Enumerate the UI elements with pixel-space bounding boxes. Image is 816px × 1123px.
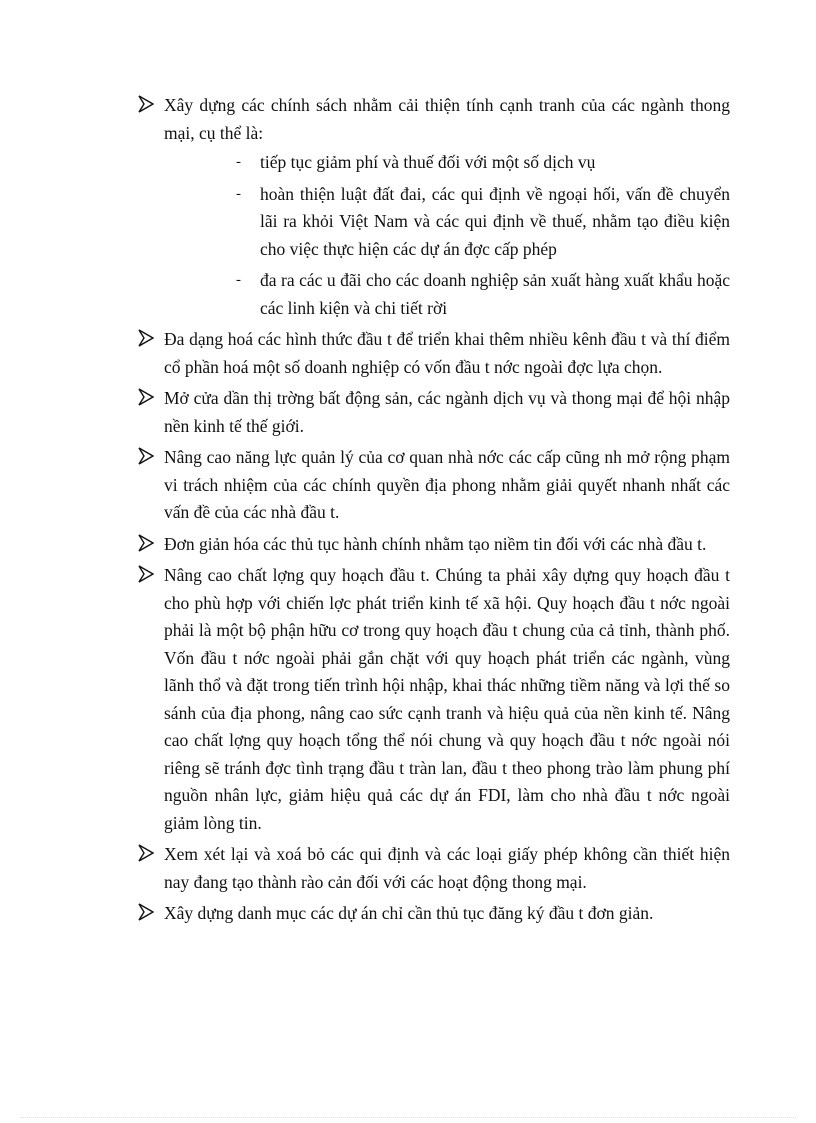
bullet-item <box>138 841 730 896</box>
sub-item <box>164 267 730 322</box>
arrowhead-bullet-icon <box>138 95 154 113</box>
arrowhead-bullet-icon <box>138 388 154 406</box>
bullet-item <box>138 92 730 322</box>
sub-list <box>164 149 730 322</box>
bullet-text: Xem xét lại và xoá bỏ các qui định và các loại giấy phép không cần thiết hiện nay đang tạo thành rào cản đối với các hoạt động thong mại. <box>164 844 730 892</box>
bullet-text: Đa dạng hoá các hình thức đầu t để triển khai thêm nhiều kênh đầu t và thí điểm cổ phần hoá một số doanh nghiệp có vốn đầu t nớc ngoài đợc lựa chọn. <box>164 329 730 377</box>
bullet-item <box>138 385 730 440</box>
bullet-text: Xây dựng các chính sách nhằm cải thiện tính cạnh tranh của các ngành thong mại, cụ thể là: <box>164 95 730 143</box>
arrowhead-bullet-icon <box>138 447 154 465</box>
dash-marker: - <box>236 154 241 170</box>
bullet-item <box>138 326 730 381</box>
bullet-item <box>138 531 730 559</box>
arrowhead-bullet-icon <box>138 903 154 921</box>
sub-item <box>164 149 730 177</box>
dash-marker: - <box>236 185 241 202</box>
bullet-item <box>138 900 730 928</box>
arrowhead-bullet-icon <box>138 565 154 583</box>
sub-item-text: hoàn thiện luật đất đai, các qui định về ngoại hối, vấn đề chuyển lãi ra khỏi Việt Nam và các qui định về thuế, nhằm tạo điều kiện cho việc thực hiện các dự án đợc cấp phép <box>260 183 730 259</box>
bullet-text: Mở cửa dần thị trờng bất động sản, các ngành dịch vụ và thong mại để hội nhập nền kinh tế thế giới. <box>164 388 730 436</box>
bullet-text: Nâng cao chất lợng quy hoạch đầu t. Chúng ta phải xây dựng quy hoạch đầu t cho phù hợp với chiến lợc phát triển kinh tế xã hội. Quy hoạch đầu t nớc ngoài phải là một bộ phận hữu cơ trong quy hoạch đầu t chung của cả tỉnh, thành phố. Vốn đầu t nớc ngoài phải gắn chặt với quy hoạch phát triển các ngành, vùng lãnh thổ và đặt trong tiến trình hội nhập, khai thác những tiềm năng và lợi thế so sánh của địa phong, nâng cao sức cạnh tranh và hiệu quả của nền kinh tế. Nâng cao chất lợng quy hoạch tổng thể nói chung và quy hoạch đầu t nớc ngoài nói riêng sẽ tránh đợc tình trạng đầu t tràn lan, đầu t theo phong trào làm phung phí nguồn nhân lực, giảm hiệu quả các dự án FDI, làm cho nhà đầu t nớc ngoài giảm lòng tin. <box>164 565 730 833</box>
bullet-text: Đơn giản hóa các thủ tục hành chính nhằm tạo niềm tin đối với các nhà đầu t. <box>164 533 707 554</box>
document-body <box>138 92 730 932</box>
bullet-item <box>138 562 730 837</box>
page-bottom-rule <box>20 1117 796 1118</box>
arrowhead-bullet-icon <box>138 329 154 347</box>
sub-item <box>164 181 730 264</box>
bullet-item <box>138 444 730 527</box>
sub-item-text: đa ra các u đãi cho các doanh nghiệp sản xuất hàng xuất khẩu hoặc các linh kiện và chi tiết rời <box>260 270 730 318</box>
bullet-text: Nâng cao năng lực quản lý của cơ quan nhà nớc các cấp cũng nh mở rộng phạm vi trách nhiệm của các chính quyền địa phong nhằm giải quyết nhanh nhất các vấn đề của các nhà đầu t. <box>164 447 730 522</box>
dash-marker: - <box>236 272 241 288</box>
arrowhead-bullet-icon <box>138 844 154 862</box>
arrowhead-bullet-icon <box>138 534 154 552</box>
bullet-text: Xây dựng danh mục các dự án chỉ cần thủ tục đăng ký đầu t đơn giản. <box>164 903 654 923</box>
sub-item-text: tiếp tục giảm phí và thuế đối với một số dịch vụ <box>260 152 596 172</box>
